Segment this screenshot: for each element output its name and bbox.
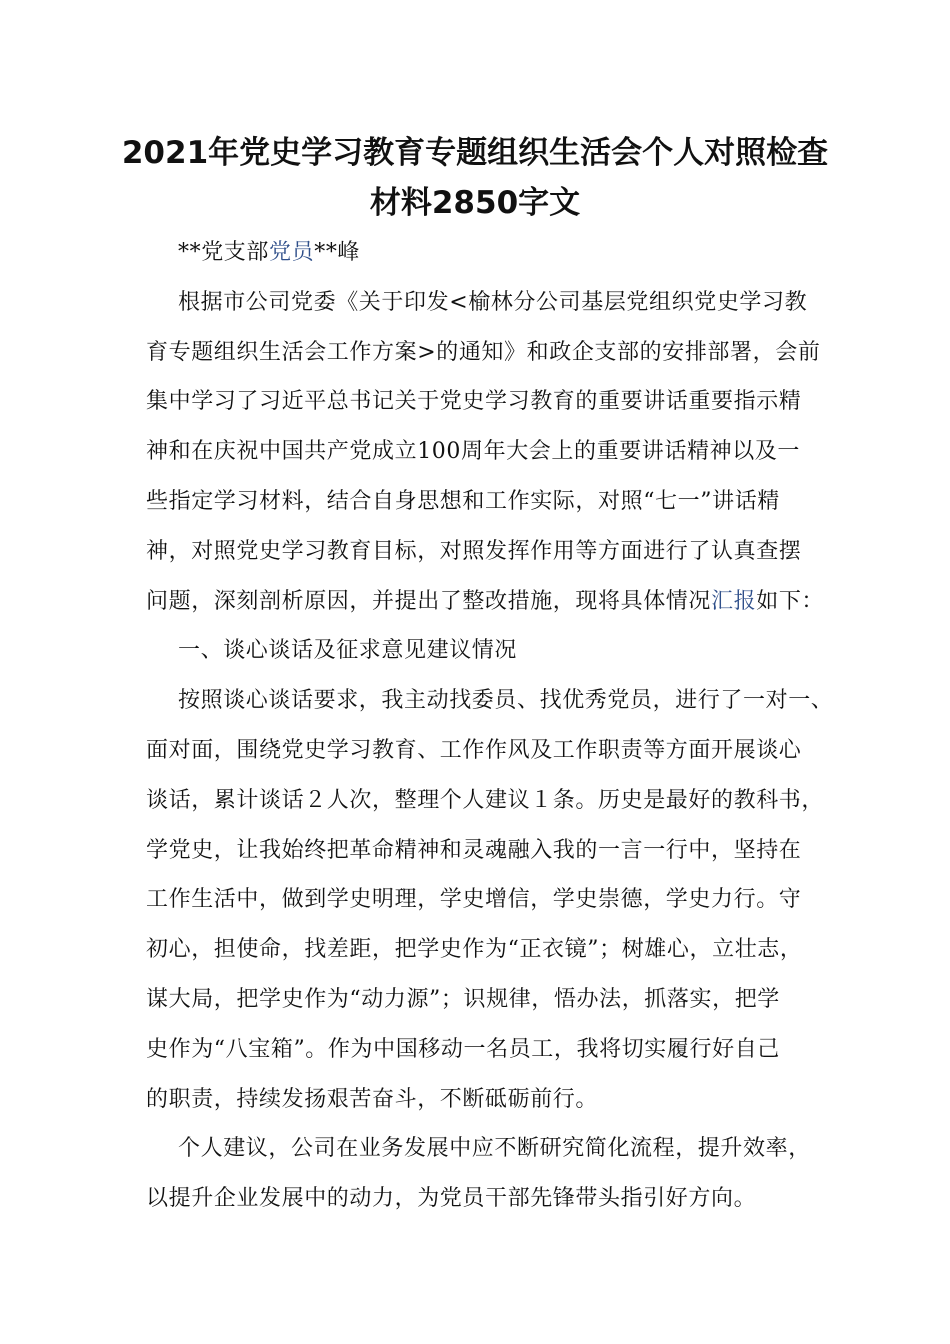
- paragraph-suggestion: [146, 1124, 822, 1224]
- paragraph-line: [146, 577, 825, 627]
- author-prefix: **党支部: [178, 240, 270, 265]
- paragraph-text: 如下：: [756, 588, 825, 614]
- paragraph-line: 史作为“八宝箱”。作为中国移动一名员工，我将切实履行好自己: [146, 1036, 780, 1062]
- paragraph-line: 以提升企业发展中的动力，为党员干部先锋带头指引好方向。: [146, 1186, 757, 1212]
- paragraph-line: 谋大局，把学史作为“动力源”；识规律，悟办法，抓落实，把学: [146, 986, 780, 1012]
- title-line-2: 材料2850字文: [369, 185, 581, 221]
- paragraph-line: 育专题组织生活会工作方案>的通知》和政企支部的安排部署，会前: [146, 339, 821, 365]
- report-link[interactable]: 汇报: [711, 588, 757, 614]
- document-title: [120, 128, 830, 228]
- author-line: [146, 228, 822, 278]
- paragraph-line: 工作生活中，做到学史明理，学史增信，学史崇德，学史力行。守: [146, 887, 802, 913]
- paragraph-line: 些指定学习材料，结合自身思想和工作实际，对照“七一”讲话精: [146, 488, 780, 514]
- paragraph-line: 集中学习了习近平总书记关于党史学习教育的重要讲话重要指示精: [146, 389, 802, 415]
- paragraph-line: 根据市公司党委《关于印发<榆林分公司基层党组织党史学习教: [178, 289, 808, 315]
- paragraph-line: 面对面，围绕党史学习教育、工作作风及工作职责等方面开展谈心: [146, 737, 802, 763]
- paragraph-line: 神和在庆祝中国共产党成立100周年大会上的重要讲话精神以及一: [146, 439, 800, 465]
- party-member-link[interactable]: 党员: [269, 240, 315, 265]
- paragraph-line: 按照谈心谈话要求，我主动找委员、找优秀党员，进行了一对一、: [178, 688, 834, 714]
- paragraph-line: 学党史，让我始终把革命精神和灵魂融入我的一言一行中，坚持在: [146, 837, 802, 863]
- section-heading-1: 一、谈心谈话及征求意见建议情况: [178, 638, 518, 664]
- paragraph-line: 个人建议，公司在业务发展中应不断研究简化流程，提升效率，: [178, 1136, 811, 1162]
- title-line-1: 2021年党史学习教育专题组织生活会个人对照检查: [121, 135, 829, 171]
- paragraph-line: 神，对照党史学习教育目标，对照发挥作用等方面进行了认真查摆: [146, 538, 802, 564]
- paragraph-talks: [146, 676, 834, 1124]
- paragraph-intro: [146, 278, 825, 627]
- paragraph-line: 初心，担使命，找差距，把学史作为“正衣镜”；树雄心，立壮志，: [146, 937, 803, 963]
- paragraph-text: 问题，深刻剖析原因，并提出了整改措施，现将具体情况: [146, 588, 712, 614]
- author-suffix: **峰: [314, 240, 361, 265]
- paragraph-line: 的职责，持续发扬艰苦奋斗，不断砥砺前行。: [146, 1086, 599, 1112]
- document-body: [146, 228, 834, 1224]
- paragraph-line: 谈话，累计谈话２人次，整理个人建议１条。历史是最好的教科书，: [146, 787, 825, 813]
